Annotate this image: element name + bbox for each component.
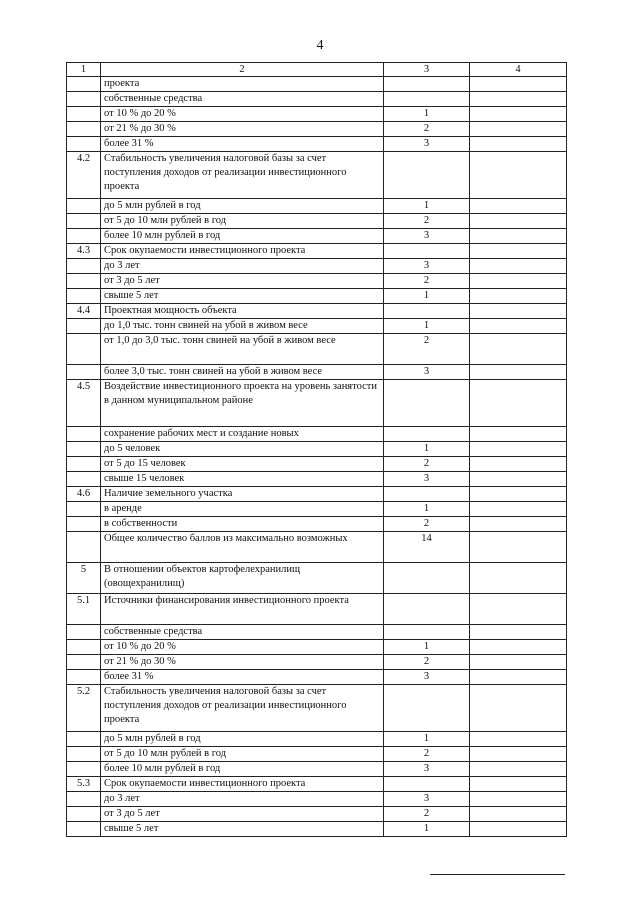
row-number xyxy=(67,457,101,472)
row-criterion: до 1,0 тыс. тонн свиней на убой в живом весе xyxy=(101,319,384,334)
table-row xyxy=(67,380,567,427)
row-criterion: от 3 до 5 лет xyxy=(101,274,384,289)
row-column-4 xyxy=(470,792,567,807)
row-points: 1 xyxy=(384,502,470,517)
row-points xyxy=(384,244,470,259)
table-row xyxy=(67,670,567,685)
row-column-4 xyxy=(470,732,567,747)
row-number xyxy=(67,107,101,122)
row-number xyxy=(67,502,101,517)
table-row xyxy=(67,334,567,365)
row-column-4 xyxy=(470,380,567,427)
row-column-4 xyxy=(470,77,567,92)
table-row xyxy=(67,152,567,199)
table-row xyxy=(67,122,567,137)
table-row xyxy=(67,304,567,319)
row-column-4 xyxy=(470,487,567,502)
row-criterion: от 5 до 10 млн рублей в год xyxy=(101,214,384,229)
row-criterion: Проектная мощность объекта xyxy=(101,304,384,319)
row-points: 3 xyxy=(384,670,470,685)
row-column-4 xyxy=(470,442,567,457)
row-column-4 xyxy=(470,472,567,487)
row-points: 1 xyxy=(384,442,470,457)
row-column-4 xyxy=(470,563,567,594)
table-row xyxy=(67,655,567,670)
row-criterion: собственные средства xyxy=(101,92,384,107)
row-criterion: проекта xyxy=(101,77,384,92)
table-row xyxy=(67,107,567,122)
row-number: 4.3 xyxy=(67,244,101,259)
row-column-4 xyxy=(470,244,567,259)
row-points: 2 xyxy=(384,334,470,365)
table-row xyxy=(67,762,567,777)
row-criterion: от 3 до 5 лет xyxy=(101,807,384,822)
row-criterion: от 21 % до 30 % xyxy=(101,122,384,137)
row-number xyxy=(67,625,101,640)
row-points: 1 xyxy=(384,732,470,747)
row-points xyxy=(384,92,470,107)
row-number xyxy=(67,807,101,822)
row-number: 5.2 xyxy=(67,685,101,732)
criteria-table xyxy=(66,62,567,837)
row-column-4 xyxy=(470,502,567,517)
row-points: 3 xyxy=(384,792,470,807)
row-number xyxy=(67,289,101,304)
row-points xyxy=(384,304,470,319)
row-number xyxy=(67,334,101,365)
table-row xyxy=(67,472,567,487)
row-points xyxy=(384,625,470,640)
row-number xyxy=(67,92,101,107)
row-criterion: от 5 до 15 человек xyxy=(101,457,384,472)
row-points xyxy=(384,487,470,502)
row-points xyxy=(384,427,470,442)
row-criterion: до 3 лет xyxy=(101,792,384,807)
row-column-4 xyxy=(470,807,567,822)
row-column-4 xyxy=(470,92,567,107)
table-row xyxy=(67,274,567,289)
row-points: 2 xyxy=(384,457,470,472)
row-points: 3 xyxy=(384,137,470,152)
row-number xyxy=(67,229,101,244)
row-number xyxy=(67,199,101,214)
row-points: 2 xyxy=(384,747,470,762)
table-row xyxy=(67,777,567,792)
row-points: 2 xyxy=(384,274,470,289)
table-row xyxy=(67,807,567,822)
header-col-1: 1 xyxy=(67,63,101,77)
row-number xyxy=(67,822,101,837)
row-criterion: Общее количество баллов из максимально возможных xyxy=(101,532,384,563)
row-criterion: Стабильность увеличения налоговой базы за счет поступления доходов от реализации инвестиционного проекта xyxy=(101,685,384,732)
row-column-4 xyxy=(470,304,567,319)
row-criterion: от 21 % до 30 % xyxy=(101,655,384,670)
row-points: 3 xyxy=(384,229,470,244)
row-number xyxy=(67,442,101,457)
row-criterion: в собственности xyxy=(101,517,384,532)
row-points: 3 xyxy=(384,472,470,487)
header-col-3: 3 xyxy=(384,63,470,77)
row-criterion: в аренде xyxy=(101,502,384,517)
table-row xyxy=(67,685,567,732)
header-col-4: 4 xyxy=(470,63,567,77)
row-number xyxy=(67,517,101,532)
row-number: 4.4 xyxy=(67,304,101,319)
row-points: 1 xyxy=(384,107,470,122)
row-criterion: В отношении объектов картофелехранилищ (овощехранилищ) xyxy=(101,563,384,594)
row-points xyxy=(384,594,470,625)
row-points: 2 xyxy=(384,807,470,822)
page-number: 4 xyxy=(316,38,324,53)
table-row xyxy=(67,640,567,655)
row-criterion: от 1,0 до 3,0 тыс. тонн свиней на убой в живом весе xyxy=(101,334,384,365)
row-points: 3 xyxy=(384,365,470,380)
row-criterion: Источники финансирования инвестиционного проекта xyxy=(101,594,384,625)
table-row xyxy=(67,199,567,214)
table-row xyxy=(67,365,567,380)
row-column-4 xyxy=(470,365,567,380)
row-number xyxy=(67,427,101,442)
row-criterion: от 5 до 10 млн рублей в год xyxy=(101,747,384,762)
row-number xyxy=(67,532,101,563)
row-criterion: более 3,0 тыс. тонн свиней на убой в живом весе xyxy=(101,365,384,380)
row-column-4 xyxy=(470,122,567,137)
table-row xyxy=(67,214,567,229)
table-row xyxy=(67,822,567,837)
row-column-4 xyxy=(470,274,567,289)
row-column-4 xyxy=(470,289,567,304)
row-criterion: свыше 15 человек xyxy=(101,472,384,487)
table-row xyxy=(67,92,567,107)
row-points xyxy=(384,77,470,92)
row-number xyxy=(67,732,101,747)
row-column-4 xyxy=(470,640,567,655)
row-criterion: от 10 % до 20 % xyxy=(101,107,384,122)
row-points: 3 xyxy=(384,762,470,777)
table-row xyxy=(67,244,567,259)
header-col-2: 2 xyxy=(101,63,384,77)
table-row xyxy=(67,532,567,563)
row-criterion: Воздействие инвестиционного проекта на уровень занятости в данном муниципальном районе xyxy=(101,380,384,427)
table-row xyxy=(67,625,567,640)
row-number xyxy=(67,640,101,655)
row-points: 2 xyxy=(384,214,470,229)
table-row xyxy=(67,502,567,517)
row-column-4 xyxy=(470,229,567,244)
row-number xyxy=(67,670,101,685)
row-points: 2 xyxy=(384,122,470,137)
row-column-4 xyxy=(470,137,567,152)
table-row xyxy=(67,732,567,747)
row-points xyxy=(384,152,470,199)
table-row xyxy=(67,427,567,442)
row-column-4 xyxy=(470,259,567,274)
row-points: 1 xyxy=(384,822,470,837)
table-row xyxy=(67,487,567,502)
row-points: 1 xyxy=(384,289,470,304)
row-points xyxy=(384,380,470,427)
row-points xyxy=(384,563,470,594)
row-number xyxy=(67,77,101,92)
row-criterion: Срок окупаемости инвестиционного проекта xyxy=(101,777,384,792)
table-row xyxy=(67,319,567,334)
row-number: 4.6 xyxy=(67,487,101,502)
row-column-4 xyxy=(470,655,567,670)
row-column-4 xyxy=(470,334,567,365)
table-row xyxy=(67,517,567,532)
row-criterion: до 5 млн рублей в год xyxy=(101,732,384,747)
row-column-4 xyxy=(470,822,567,837)
row-number xyxy=(67,472,101,487)
row-points: 2 xyxy=(384,517,470,532)
row-criterion: Наличие земельного участка xyxy=(101,487,384,502)
row-number xyxy=(67,747,101,762)
row-criterion: свыше 5 лет xyxy=(101,289,384,304)
row-criterion: более 31 % xyxy=(101,670,384,685)
row-criterion: до 3 лет xyxy=(101,259,384,274)
signature-line xyxy=(430,874,565,875)
row-points: 2 xyxy=(384,655,470,670)
row-number xyxy=(67,365,101,380)
row-number xyxy=(67,655,101,670)
row-number xyxy=(67,122,101,137)
row-number: 4.5 xyxy=(67,380,101,427)
row-number xyxy=(67,274,101,289)
row-column-4 xyxy=(470,747,567,762)
row-column-4 xyxy=(470,625,567,640)
row-column-4 xyxy=(470,685,567,732)
row-criterion: Срок окупаемости инвестиционного проекта xyxy=(101,244,384,259)
row-criterion: более 31 % xyxy=(101,137,384,152)
row-points: 1 xyxy=(384,199,470,214)
row-column-4 xyxy=(470,427,567,442)
row-criterion: до 5 млн рублей в год xyxy=(101,199,384,214)
row-points: 1 xyxy=(384,319,470,334)
row-criterion: более 10 млн рублей в год xyxy=(101,762,384,777)
header-row xyxy=(67,63,567,77)
row-points xyxy=(384,777,470,792)
row-column-4 xyxy=(470,517,567,532)
row-number xyxy=(67,214,101,229)
row-column-4 xyxy=(470,457,567,472)
row-column-4 xyxy=(470,777,567,792)
table-row xyxy=(67,259,567,274)
table-row xyxy=(67,747,567,762)
row-number xyxy=(67,259,101,274)
row-number xyxy=(67,137,101,152)
table-body xyxy=(67,77,567,837)
table-row xyxy=(67,229,567,244)
table-row xyxy=(67,442,567,457)
row-criterion: более 10 млн рублей в год xyxy=(101,229,384,244)
row-column-4 xyxy=(470,594,567,625)
row-points xyxy=(384,685,470,732)
row-number xyxy=(67,319,101,334)
row-number: 5.3 xyxy=(67,777,101,792)
row-column-4 xyxy=(470,319,567,334)
row-column-4 xyxy=(470,152,567,199)
row-criterion: до 5 человек xyxy=(101,442,384,457)
row-column-4 xyxy=(470,199,567,214)
row-criterion: сохранение рабочих мест и создание новых xyxy=(101,427,384,442)
table-row xyxy=(67,77,567,92)
table-row xyxy=(67,792,567,807)
row-points: 3 xyxy=(384,259,470,274)
table-row xyxy=(67,457,567,472)
row-column-4 xyxy=(470,532,567,563)
row-number: 5 xyxy=(67,563,101,594)
row-criterion: собственные средства xyxy=(101,625,384,640)
row-column-4 xyxy=(470,670,567,685)
row-number: 4.2 xyxy=(67,152,101,199)
table-row xyxy=(67,289,567,304)
row-points: 1 xyxy=(384,640,470,655)
row-column-4 xyxy=(470,107,567,122)
table-row xyxy=(67,137,567,152)
table-row xyxy=(67,594,567,625)
row-column-4 xyxy=(470,762,567,777)
row-criterion: свыше 5 лет xyxy=(101,822,384,837)
row-criterion: от 10 % до 20 % xyxy=(101,640,384,655)
table-row xyxy=(67,563,567,594)
row-number: 5.1 xyxy=(67,594,101,625)
row-points: 14 xyxy=(384,532,470,563)
row-column-4 xyxy=(470,214,567,229)
row-number xyxy=(67,792,101,807)
row-number xyxy=(67,762,101,777)
row-criterion: Стабильность увеличения налоговой базы за счет поступления доходов от реализации инвестиционного проекта xyxy=(101,152,384,199)
